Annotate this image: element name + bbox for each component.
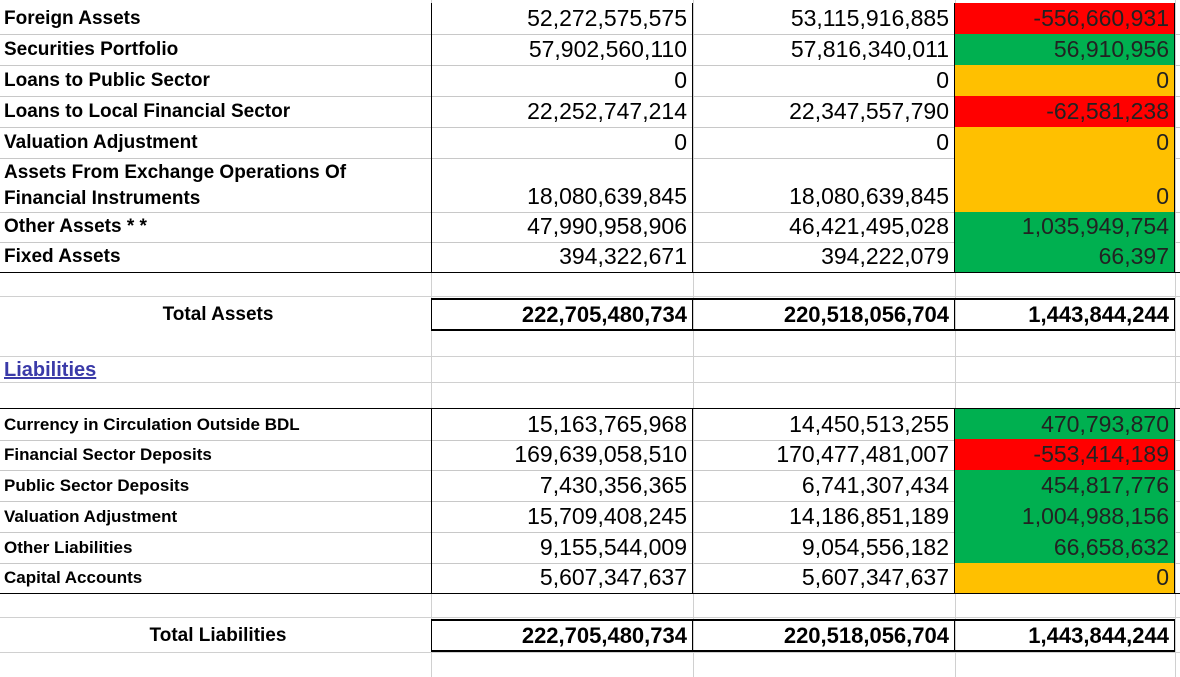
row-label xyxy=(4,158,432,212)
asset-row xyxy=(0,65,1180,97)
row-label: Loans to Public Sector xyxy=(4,69,210,91)
value-period-2: 57,816,340,011 xyxy=(693,34,955,65)
value-period-1: 15,163,765,968 xyxy=(431,409,693,440)
value-period-2: 14,450,513,255 xyxy=(693,409,955,440)
row-label: Foreign Assets xyxy=(4,7,141,29)
value-period-2: 394,222,079 xyxy=(693,242,955,272)
row-label: Other Assets * * xyxy=(4,216,147,237)
value-period-2: 9,054,556,182 xyxy=(693,532,955,563)
total-assets-label: Total Assets xyxy=(162,303,274,325)
asset-row xyxy=(0,34,1180,66)
difference-cell: 0 xyxy=(955,65,1175,96)
row-label: Financial Sector Deposits xyxy=(4,444,212,464)
row-label: Loans to Local Financial Sector xyxy=(4,100,291,122)
value-period-1: 0 xyxy=(431,65,693,96)
total-value-period-1: 222,705,480,734 xyxy=(431,298,693,331)
row-label: Other Liabilities xyxy=(4,537,133,557)
row-label: Public Sector Deposits xyxy=(4,475,190,495)
asset-row xyxy=(0,212,1180,243)
difference-cell: 454,817,776 xyxy=(955,470,1175,501)
value-period-1: 394,322,671 xyxy=(431,242,693,272)
row-label-line-2: Financial Instruments xyxy=(4,188,201,209)
asset-row xyxy=(0,242,1180,273)
row-label: Valuation Adjustment xyxy=(4,131,198,153)
grid-line xyxy=(0,617,1180,618)
liabilities-heading-row xyxy=(0,356,1180,384)
total-value-period-1: 222,705,480,734 xyxy=(431,619,693,652)
value-period-1: 0 xyxy=(431,127,693,158)
value-period-1: 5,607,347,637 xyxy=(431,563,693,593)
value-period-2: 0 xyxy=(693,65,955,96)
difference-cell: 1,004,988,156 xyxy=(955,501,1175,532)
total-liabilities-row xyxy=(0,619,1180,652)
row-label-line-1: Assets From Exchange Operations Of xyxy=(4,162,347,183)
value-period-2: 14,186,851,189 xyxy=(693,501,955,532)
value-period-2: 0 xyxy=(693,127,955,158)
grid-line xyxy=(0,652,1180,653)
value-period-1: 15,709,408,245 xyxy=(431,501,693,532)
asset-row xyxy=(0,127,1180,159)
value-period-2: 46,421,495,028 xyxy=(693,212,955,242)
difference-cell: 56,910,956 xyxy=(955,34,1175,65)
row-label: Capital Accounts xyxy=(4,568,143,587)
asset-row xyxy=(0,3,1180,35)
value-period-1: 22,252,747,214 xyxy=(431,96,693,127)
liabilities-link[interactable]: Liabilities xyxy=(4,358,97,381)
value-period-1: 52,272,575,575 xyxy=(431,3,693,34)
value-period-2: 170,477,481,007 xyxy=(693,439,955,470)
liability-row xyxy=(0,532,1180,564)
difference-cell: 0 xyxy=(955,127,1175,158)
value-period-1: 7,430,356,365 xyxy=(431,470,693,501)
total-liabilities-label: Total Liabilities xyxy=(149,624,287,646)
difference-cell: 470,793,870 xyxy=(955,409,1175,440)
asset-row xyxy=(0,158,1180,213)
total-value-period-2: 220,518,056,704 xyxy=(693,298,955,331)
asset-row xyxy=(0,96,1180,128)
difference-cell: 66,658,632 xyxy=(955,532,1175,563)
difference-cell: 1,035,949,754 xyxy=(955,212,1175,242)
liabilities-heading[interactable] xyxy=(4,356,432,384)
row-label: Securities Portfolio xyxy=(4,38,179,60)
value-period-2: 53,115,916,885 xyxy=(693,3,955,34)
value-period-2: 5,607,347,637 xyxy=(693,563,955,593)
value-period-2: 18,080,639,845 xyxy=(693,158,955,212)
row-label: Currency in Circulation Outside BDL xyxy=(4,414,300,434)
value-period-2: 6,741,307,434 xyxy=(693,470,955,501)
value-period-1: 57,902,560,110 xyxy=(431,34,693,65)
grid-line xyxy=(0,296,1180,297)
liability-row xyxy=(0,470,1180,502)
difference-cell: -62,581,238 xyxy=(955,96,1175,127)
row-label: Valuation Adjustment xyxy=(4,506,178,526)
value-period-2: 22,347,557,790 xyxy=(693,96,955,127)
total-assets-row xyxy=(0,298,1180,331)
liability-row xyxy=(0,408,1180,441)
value-period-1: 47,990,958,906 xyxy=(431,212,693,242)
liability-row xyxy=(0,439,1180,471)
row-label: Fixed Assets xyxy=(4,246,121,267)
liability-row xyxy=(0,563,1180,594)
liability-row xyxy=(0,501,1180,533)
value-period-1: 169,639,058,510 xyxy=(431,439,693,470)
difference-cell: 66,397 xyxy=(955,242,1175,272)
difference-cell: -553,414,189 xyxy=(955,439,1175,470)
difference-cell: 0 xyxy=(955,563,1175,593)
value-period-1: 18,080,639,845 xyxy=(431,158,693,212)
value-period-1: 9,155,544,009 xyxy=(431,532,693,563)
total-difference: 1,443,844,244 xyxy=(955,619,1175,652)
total-difference: 1,443,844,244 xyxy=(955,298,1175,331)
difference-cell: -556,660,931 xyxy=(955,3,1175,34)
difference-cell: 0 xyxy=(955,158,1175,212)
total-value-period-2: 220,518,056,704 xyxy=(693,619,955,652)
